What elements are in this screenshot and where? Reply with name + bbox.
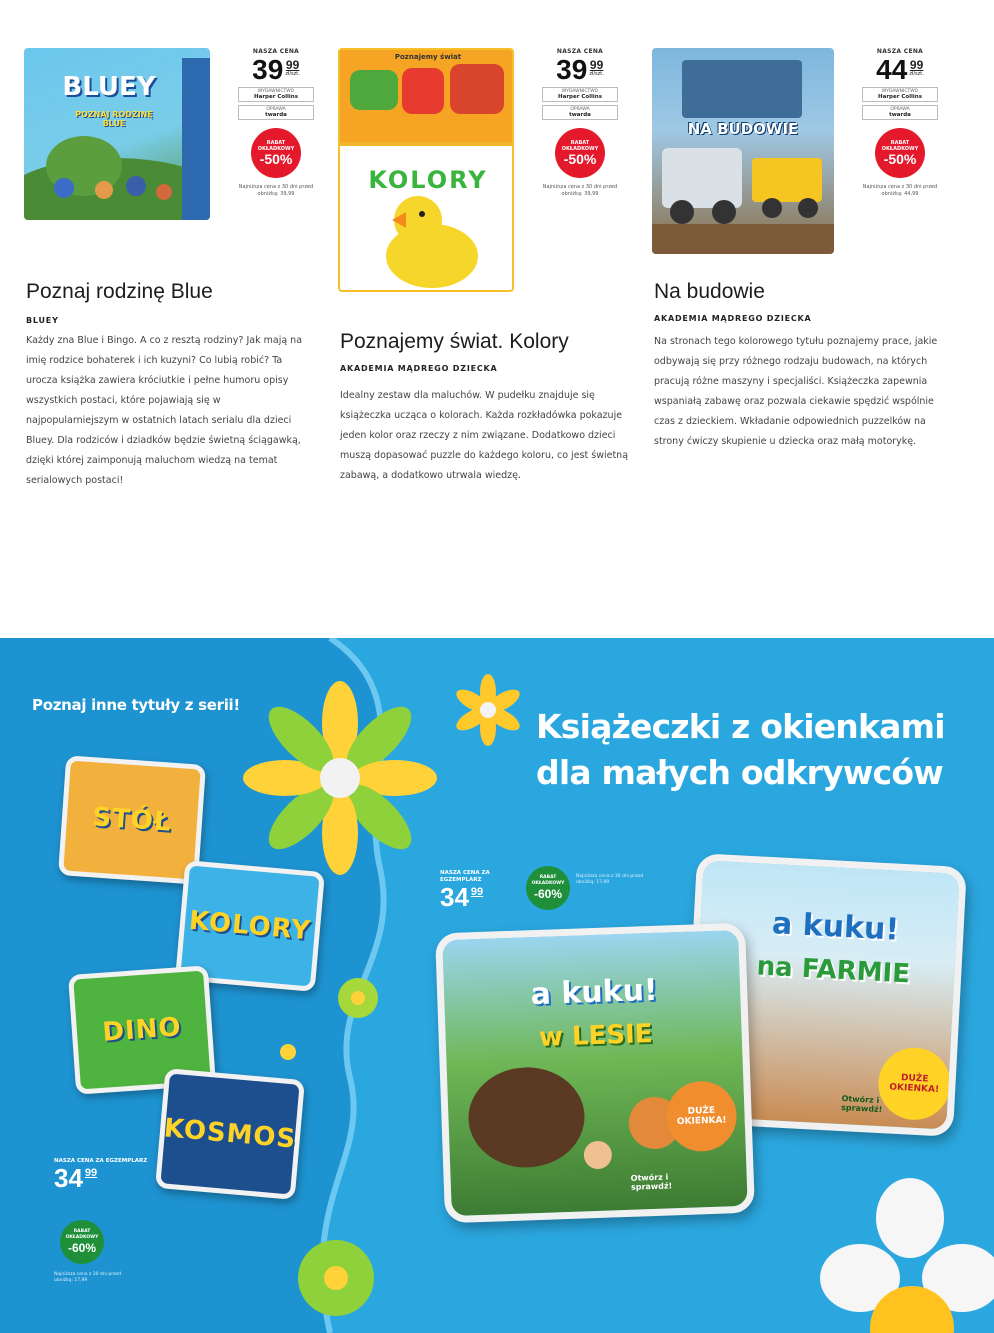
book-cover-bluey[interactable]: [24, 48, 210, 220]
budowie-cover-art: [652, 48, 834, 254]
promo-banner: [0, 638, 994, 1333]
product-description: Idealny zestaw dla maluchów. W pudełku znajduje się książeczka ucząca o kolorach. Każda rozkładówka pokazuje jeden kolor oraz rzeczy z nim związane. Dodatkowo dzieci muszą dopasować puzzle do każdego koloru, co jest świetną zabawą, a dodatkowo utrwala wiedzę.: [340, 390, 629, 481]
price-cents: 99: [285, 58, 300, 72]
bluey-cover-subtitle: POZNAJ RODZINĘ BLUE: [75, 110, 153, 128]
meta-publisher: WYDAWNICTWO Harper Collins: [862, 87, 938, 102]
price: 39 99 zł/szt.: [556, 54, 604, 85]
product-title[interactable]: Na budowie: [654, 280, 765, 303]
mini-book-kolory[interactable]: KOLORY: [175, 860, 325, 992]
bluey-cover-title: BLUEY: [62, 72, 156, 102]
big-windows-tag: DUŻE OKIENKA!: [665, 1080, 737, 1152]
right-discount-badge: RABAT OKŁADKOWY -60%: [526, 866, 570, 910]
mini-book-stol[interactable]: STÓŁ: [58, 755, 206, 884]
meta-publisher: WYDAWNICTWO Harper Collins: [238, 87, 314, 102]
product-brand: AKADEMIA MĄDREGO DZIECKA: [340, 364, 498, 373]
product-description: Każdy zna Blue i Bingo. A co z resztą rodziny? Jak mają na imię rodzice bohaterek i ich kuzyni? Co lubią robić? Ta urocza książka zawiera króciutkie i pełne humoru opisy wszystkich postaci, które pojawiają się w najpopularniejszym w ostatnich latach serialu dla dzieci Bluey. Dla rodziców i dziadków będzie świetną ściągawką, dzięki której zaimponują maluchom wiedzą na temat serialowych postaci!: [26, 335, 303, 486]
big-book-w-lesie[interactable]: a kuku! w LESIE DUŻE OKIENKA! Otwórz i sprawdź!: [435, 923, 755, 1224]
price: 44 99 zł/szt.: [876, 54, 924, 85]
product-title[interactable]: Poznajemy świat. Kolory: [340, 330, 569, 353]
price-integer: 39: [556, 54, 588, 85]
banner-headline: Książeczki z okienkami dla małych odkrywców: [536, 707, 945, 792]
discount-badge: RABAT OKŁADKOWY -50%: [875, 128, 925, 178]
right-lowest-note: Najniższa cena z 30 dni przed obniżką: 17,99: [576, 874, 644, 885]
product-title[interactable]: Poznaj rodzinę Blue: [26, 280, 213, 303]
left-discount-badge: RABAT OKŁADKOWY -60%: [60, 1220, 104, 1264]
price-integer: 39: [252, 54, 284, 85]
left-lowest-note: Najniższa cena z 30 dni przed obniżką: 17,99: [54, 1272, 122, 1283]
price-box: NASZA CENA 39 99 zł/szt. WYDAWNICTWO Harper Collins OPRAWA twarda RABAT OKŁADKOWY -50% Najniższa cena z 30 dni przed obniżką: 39,99: [538, 48, 622, 198]
product-description: Na stronach tego kolorowego tytułu poznajemy prace, jakie odbywają się przy różnego rodzaju budowach, na których pracują różne maszyny i specjaliści. Książeczka zapewnia wspaniałą zabawę oraz pozwala ciekawie spędzić wspólnie czas z dzieckiem. Wkładanie odpowiednich puzzelków na strony ćwiczy skupienie u dziecka oraz małą motorykę.: [654, 336, 938, 447]
series-heading: Poznaj inne tytuły z serii!: [32, 696, 240, 714]
price: [234, 56, 318, 84]
book-cover-kolory[interactable]: [338, 48, 514, 292]
meta-binding: OPRAWA twarda: [542, 105, 618, 120]
price-integer: 44: [876, 54, 908, 85]
price-currency: zł/szt.: [285, 71, 300, 77]
mini-book-dino[interactable]: DINO: [68, 965, 216, 1094]
lowest-price-note: Najniższa cena z 30 dni przed obniżką: 44,99: [862, 184, 938, 197]
price-label: NASZA CENA: [252, 48, 300, 55]
budowie-cover-title: NA BUDOWIE: [687, 120, 799, 138]
discount-badge: RABAT OKŁADKOWY -50%: [555, 128, 605, 178]
price-cents: 99: [909, 58, 924, 72]
big-windows-tag: DUŻE OKIENKA!: [877, 1046, 953, 1122]
book-cover-na-budowie[interactable]: [652, 48, 834, 254]
meta-publisher: WYDAWNICTWO Harper Collins: [542, 87, 618, 102]
big-book-na-farmie[interactable]: a kuku! na FARMIE DUŻE OKIENKA! Otwórz i sprawdź!: [683, 853, 967, 1137]
discount-badge: RABAT OKŁADKOWY -50%: [251, 128, 301, 178]
kolory-cover-title: KOLORY: [368, 166, 488, 194]
price-box: [234, 48, 318, 198]
price-box: NASZA CENA 44 99 zł/szt. WYDAWNICTWO Harper Collins OPRAWA twarda RABAT OKŁADKOWY -50% Najniższa cena z 30 dni przed obniżką: 44,99: [858, 48, 942, 198]
flower-icon: [243, 681, 437, 875]
left-price: NASZA CENA ZA EGZEMPLARZ 34 99: [54, 1158, 148, 1193]
meta-binding: OPRAWA twarda: [862, 105, 938, 120]
product-brand: BLUEY: [26, 316, 59, 325]
lowest-price-note: Najniższa cena z 30 dni przed obniżką: 39,99: [542, 184, 618, 197]
lowest-price-note: Najniższa cena z 30 dni przed obniżką: 39,99: [238, 184, 314, 197]
mini-book-kosmos[interactable]: KOSMOS: [155, 1068, 305, 1200]
right-price: NASZA CENA ZA EGZEMPLARZ 34 99: [440, 870, 490, 912]
price-cents: 99: [589, 58, 604, 72]
kolory-cover-subtitle: Poznajemy świat: [394, 53, 462, 61]
meta-binding: OPRAWA twarda: [238, 105, 314, 120]
product-brand: AKADEMIA MĄDREGO DZIECKA: [654, 314, 812, 323]
